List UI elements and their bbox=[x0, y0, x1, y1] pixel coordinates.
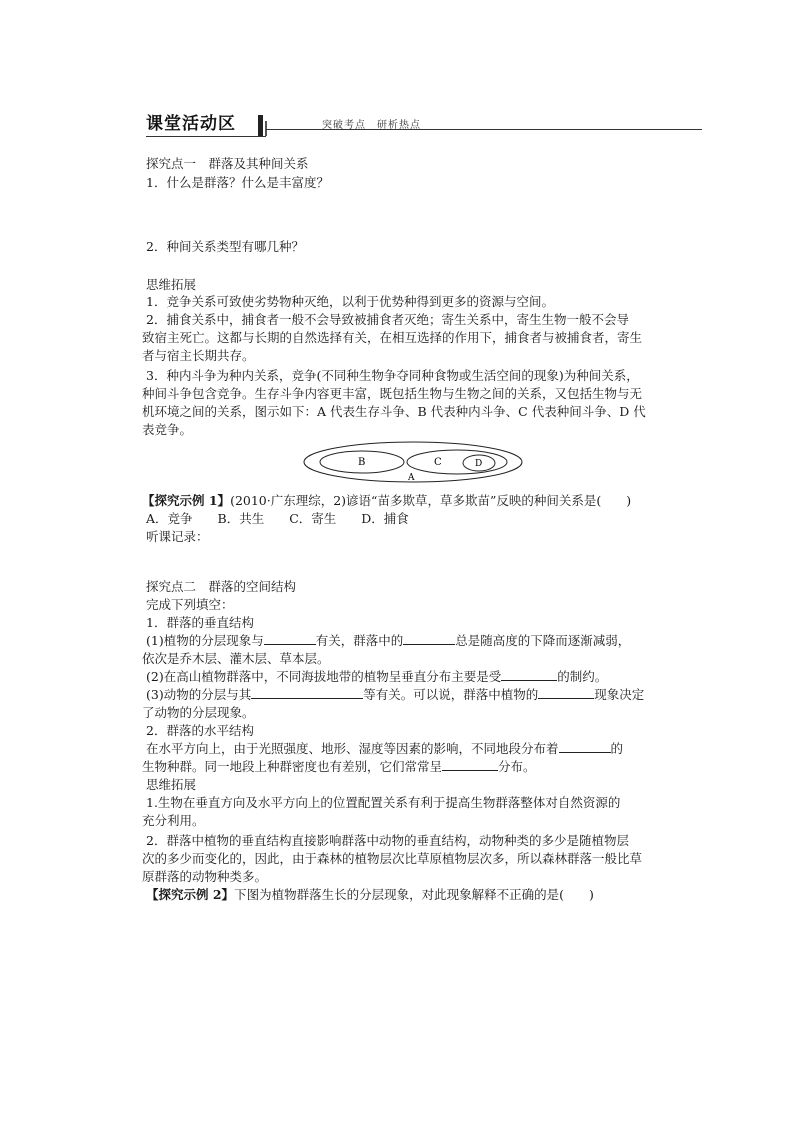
thinking-1-1: 1．竞争关系可致使劣势物种灭绝，以利于优势种得到更多的资源与空间。 bbox=[146, 294, 554, 309]
vertical-line-2 bbox=[146, 668, 716, 685]
horizontal-line-2 bbox=[142, 758, 712, 775]
question-2: 2．种间关系类型有哪几种？ bbox=[146, 239, 304, 254]
text-segment: 总是随高度的下降而逐渐减弱， bbox=[455, 633, 631, 648]
struggle-relationship-diagram bbox=[302, 440, 524, 484]
example-2-text: 下图为植物群落生长的分层现象，对此现象解释不正确的是( ) bbox=[234, 887, 594, 902]
thinking-title-2: 思维拓展 bbox=[146, 777, 197, 792]
header-underline bbox=[146, 136, 266, 137]
text-segment: (3)动物的分层与其 bbox=[146, 687, 252, 702]
thinking-2-1b: 充分利用。 bbox=[142, 813, 205, 828]
fill-blank[interactable] bbox=[559, 740, 611, 753]
thinking-1-3b: 种间斗争包含竞争。生存斗争内容更丰富，既包括生物与生物之间的关系，又包括生物与无 bbox=[142, 386, 643, 401]
thinking-1-3a: 3．种内斗争为种内关系，竞争(不同种生物争夺同种食物或生活空间的现象)为种间关系， bbox=[146, 368, 639, 383]
notes-label: 听课记录： bbox=[146, 529, 209, 544]
fill-blank[interactable] bbox=[264, 632, 316, 645]
section-header bbox=[146, 113, 702, 137]
fill-instruction: 完成下列填空： bbox=[146, 597, 234, 612]
text-segment: (1)植物的分层现象与 bbox=[146, 633, 264, 648]
text-segment: (2)在高山植物群落中，不同海拔地带的植物呈垂直分布主要是受 bbox=[146, 669, 502, 684]
text-segment: 有关，群落中的 bbox=[315, 633, 404, 648]
example-1-text: (2010·广东理综，2)谚语“苗多欺草，草多欺苗”反映的种间关系是( ) bbox=[230, 493, 632, 508]
thinking-2-2c: 原群落的动物种类多。 bbox=[142, 869, 268, 884]
example-1-options: A．竞争 B．共生 C．寄生 D．捕食 bbox=[146, 511, 409, 526]
example-1 bbox=[142, 492, 712, 509]
text-segment: 现象决定 bbox=[594, 687, 645, 702]
section1-heading: 探究点一 群落及其种间关系 bbox=[146, 156, 309, 171]
fill-blank[interactable] bbox=[538, 686, 594, 699]
label-b: B bbox=[358, 457, 366, 468]
text-segment: 在水平方向上，由于光照强度、地形、湿度等因素的影响，不同地段分布着 bbox=[146, 741, 559, 756]
header-subtitle: 突破考点 研析热点 bbox=[322, 120, 421, 131]
label-d: D bbox=[475, 459, 483, 469]
thinking-1-2b: 致宿主死亡。这都与长期的自然选择有关，在相互选择的作用下，捕食者与被捕食者，寄生 bbox=[142, 330, 643, 345]
horizontal-line-1 bbox=[146, 740, 716, 757]
fill-blank[interactable] bbox=[251, 686, 363, 699]
example-2 bbox=[146, 886, 716, 903]
thinking-2-1a: 1.生物在垂直方向及水平方向上的位置配置关系有利于提高生物群落整体对自然资源的 bbox=[146, 795, 621, 810]
fill-blank[interactable] bbox=[442, 758, 498, 771]
vertical-line-3d: 了动物的分层现象。 bbox=[142, 705, 255, 720]
text-segment: 的制约。 bbox=[557, 669, 608, 684]
thinking-2-2a: 2．群落中植物的垂直结构直接影响群落中动物的垂直结构，动物种类的多少是随植物层 bbox=[146, 833, 629, 848]
thinking-1-3c: 机环境之间的关系，图示如下：A 代表生存斗争、B 代表种内斗争、C 代表种间斗争、D 代 bbox=[142, 404, 646, 419]
horizontal-structure-title: 2．群落的水平结构 bbox=[146, 723, 254, 738]
thinking-1-2a: 2．捕食关系中，捕食者一般不会导致被捕食者灭绝；寄生关系中，寄生生物一般不会导 bbox=[146, 312, 629, 327]
thinking-title-1: 思维拓展 bbox=[146, 277, 197, 292]
question-1: 1．什么是群落？什么是丰富度？ bbox=[146, 175, 329, 190]
ellipse-c bbox=[407, 450, 507, 474]
vertical-line-1 bbox=[146, 632, 716, 649]
section2-heading: 探究点二 群落的空间结构 bbox=[146, 579, 297, 594]
example-2-label: 【探究示例 2】 bbox=[146, 887, 235, 902]
thinking-1-2c: 者与宿主长期共存。 bbox=[142, 348, 255, 363]
header-title: 课堂活动区 bbox=[146, 114, 236, 134]
vertical-structure-title: 1．群落的垂直结构 bbox=[146, 615, 254, 630]
fill-blank[interactable] bbox=[403, 632, 455, 645]
label-c: C bbox=[434, 457, 442, 468]
thinking-2-2b: 次的多少而变化的，因此，由于森林的植物层次比草原植物层次多，所以森林群落一般比草 bbox=[142, 851, 643, 866]
text-segment: 分布。 bbox=[498, 759, 536, 774]
label-a: A bbox=[408, 473, 415, 483]
text-segment: 等有关。可以说，群落中植物的 bbox=[363, 687, 539, 702]
header-bar-decoration bbox=[258, 115, 263, 136]
vertical-line-3 bbox=[146, 686, 716, 703]
example-1-label: 【探究示例 1】 bbox=[142, 493, 231, 508]
text-segment: 生物种群。同一地段上种群密度也有差别，它们常常呈 bbox=[142, 759, 443, 774]
text-segment: 的 bbox=[610, 741, 624, 756]
thinking-1-3d: 表竞争。 bbox=[142, 422, 193, 437]
fill-blank[interactable] bbox=[501, 668, 557, 681]
vertical-line-1d: 依次是乔木层、灌木层、草本层。 bbox=[142, 651, 330, 666]
